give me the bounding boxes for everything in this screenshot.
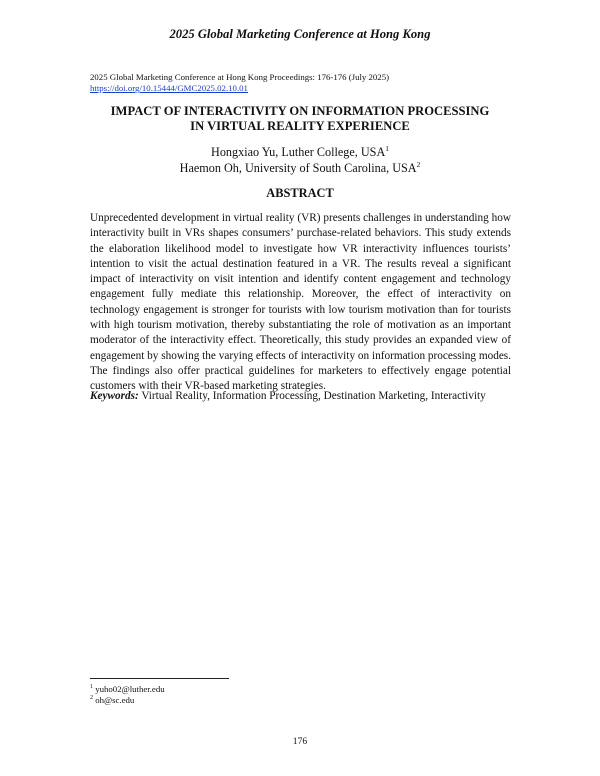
keywords: [90, 389, 511, 404]
author-1-text: Hongxiao Yu, Luther College, USA: [211, 145, 386, 159]
footnote-1-email: yuho02@luther.edu: [95, 684, 165, 694]
footnote-divider: [90, 678, 229, 679]
title-line-1: IMPACT OF INTERACTIVITY ON INFORMATION PROCESSING: [110, 104, 490, 118]
citation-line: 2025 Global Marketing Conference at Hong Kong Proceedings: 176-176 (July 2025): [90, 72, 390, 82]
footnote-2-email: oh@sc.edu: [95, 695, 135, 705]
keywords-label: Keywords:: [90, 390, 139, 402]
author-2: [90, 161, 510, 177]
footnote-2: [90, 695, 390, 706]
footnote-2-mark: 2: [90, 695, 93, 702]
running-head: 2025 Global Marketing Conference at Hong Kong: [169, 27, 431, 41]
author-list: [90, 145, 510, 176]
abstract-heading: ABSTRACT: [266, 186, 334, 200]
author-2-footnote-mark: 2: [416, 159, 421, 169]
citation-block: [90, 72, 510, 94]
keywords-text: Virtual Reality, Information Processing, Destination Marketing, Interactivity: [141, 390, 486, 402]
paper-title: [90, 104, 510, 134]
abstract-body: Unprecedented development in virtual reality (VR) presents challenges in understanding how interactivity built in VRs shapes consumers’ purchase-related behaviors. This study extends the elaboration likelihood model to investigate how VR interactivity influences tourists’ intention to visit the actual destination featured in a VR. The results reveal a significant impact of interactivity on visit intention and identify content engagement and technology engagement fully mediate this relationship. Moreover, the effect of interactivity on technology engagement is stronger for tourists with low tourism motivation than for tourists with high tourism motivation, thereby substantiating the role of motivation as an important moderator of the interactivity effect. Theoretically, this study provides an expanded view of engagement by showing the varying effects of interactivity on information processing modes. The findings also offer practical guidelines for marketers to effectively engage potential customers with their VR-based marketing strategies.: [90, 212, 511, 393]
author-1: [90, 145, 510, 161]
author-2-text: Haemon Oh, University of South Carolina, USA: [179, 160, 417, 175]
doi-link[interactable]: https://doi.org/10.15444/GMC2025.02.10.01: [90, 83, 248, 94]
footnote-1: [90, 684, 390, 695]
page-number: 176: [292, 736, 308, 747]
author-1-footnote-mark: 1: [385, 143, 389, 153]
footnotes: [90, 684, 390, 706]
title-line-2: IN VIRTUAL REALITY EXPERIENCE: [190, 119, 410, 133]
footnote-1-mark: 1: [90, 684, 93, 691]
